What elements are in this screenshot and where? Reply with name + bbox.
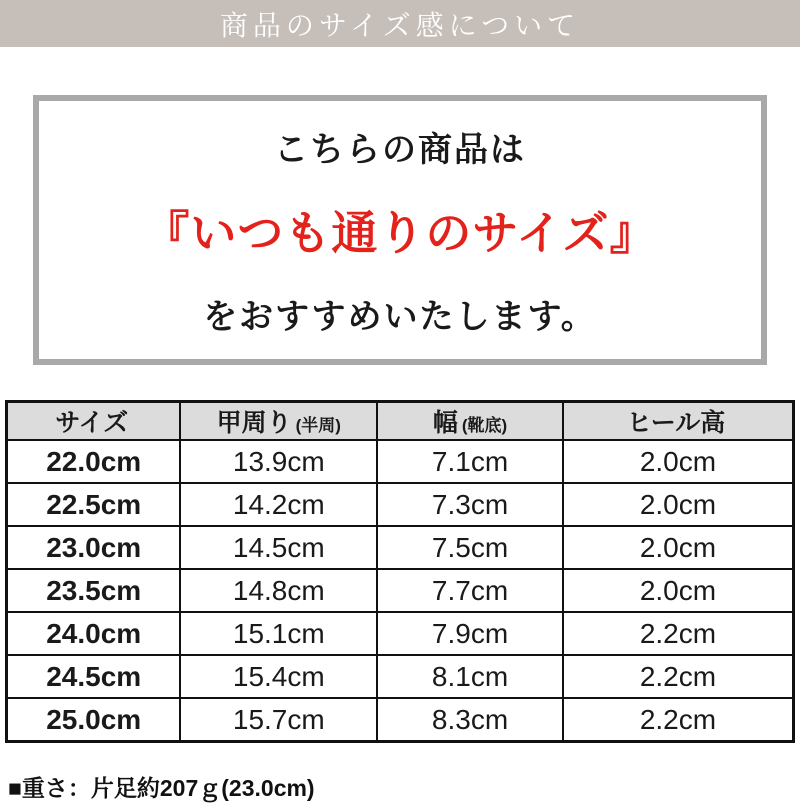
cell-instep: 14.2cm xyxy=(180,483,377,526)
cell-size: 22.5cm xyxy=(7,483,181,526)
recommendation-highlight: 『いつも通りのサイズ』 xyxy=(143,207,657,259)
cell-heel: 2.0cm xyxy=(563,483,794,526)
column-header-sublabel: (半周) xyxy=(295,416,341,435)
cell-instep: 15.4cm xyxy=(180,655,377,698)
column-header-sublabel: (靴底) xyxy=(461,416,508,435)
cell-instep: 14.5cm xyxy=(180,526,377,569)
recommendation-line-top: こちらの商品は xyxy=(274,131,526,169)
size-table-header-row xyxy=(7,402,794,441)
table-row xyxy=(7,483,794,526)
table-row xyxy=(7,440,794,483)
cell-size: 23.0cm xyxy=(7,526,181,569)
column-header-width xyxy=(377,402,563,441)
cell-heel: 2.2cm xyxy=(563,698,794,742)
table-row xyxy=(7,698,794,742)
cell-width: 7.7cm xyxy=(377,569,563,612)
cell-instep: 13.9cm xyxy=(180,440,377,483)
column-header-label: ヒール高 xyxy=(626,409,726,437)
size-recommendation-box xyxy=(33,95,767,365)
column-header-size xyxy=(7,402,181,441)
cell-size: 23.5cm xyxy=(7,569,181,612)
cell-heel: 2.0cm xyxy=(563,526,794,569)
column-header-heel xyxy=(563,402,794,441)
cell-heel: 2.0cm xyxy=(563,569,794,612)
page-header-bar xyxy=(0,0,800,47)
cell-size: 24.5cm xyxy=(7,655,181,698)
table-row xyxy=(7,526,794,569)
page-title: 商品のサイズ感について xyxy=(219,9,581,41)
table-row xyxy=(7,655,794,698)
cell-instep: 15.1cm xyxy=(180,612,377,655)
cell-size: 25.0cm xyxy=(7,698,181,742)
column-header-label: サイズ xyxy=(55,409,129,437)
cell-size: 24.0cm xyxy=(7,612,181,655)
cell-width: 7.9cm xyxy=(377,612,563,655)
size-table xyxy=(5,400,795,743)
table-row xyxy=(7,569,794,612)
column-header-label: 甲周り xyxy=(216,409,292,437)
cell-width: 8.1cm xyxy=(377,655,563,698)
cell-width: 8.3cm xyxy=(377,698,563,742)
cell-instep: 14.8cm xyxy=(180,569,377,612)
cell-heel: 2.2cm xyxy=(563,612,794,655)
table-row xyxy=(7,612,794,655)
recommendation-line-bottom: をおすすめいたします。 xyxy=(203,298,597,336)
cell-instep: 15.7cm xyxy=(180,698,377,742)
column-header-instep xyxy=(180,402,377,441)
weight-note: ■重さ：片足約207ｇ(23.0cm) xyxy=(8,775,315,801)
cell-heel: 2.2cm xyxy=(563,655,794,698)
column-header-label: 幅 xyxy=(432,409,458,437)
cell-heel: 2.0cm xyxy=(563,440,794,483)
cell-width: 7.1cm xyxy=(377,440,563,483)
cell-width: 7.5cm xyxy=(377,526,563,569)
cell-width: 7.3cm xyxy=(377,483,563,526)
cell-size: 22.0cm xyxy=(7,440,181,483)
